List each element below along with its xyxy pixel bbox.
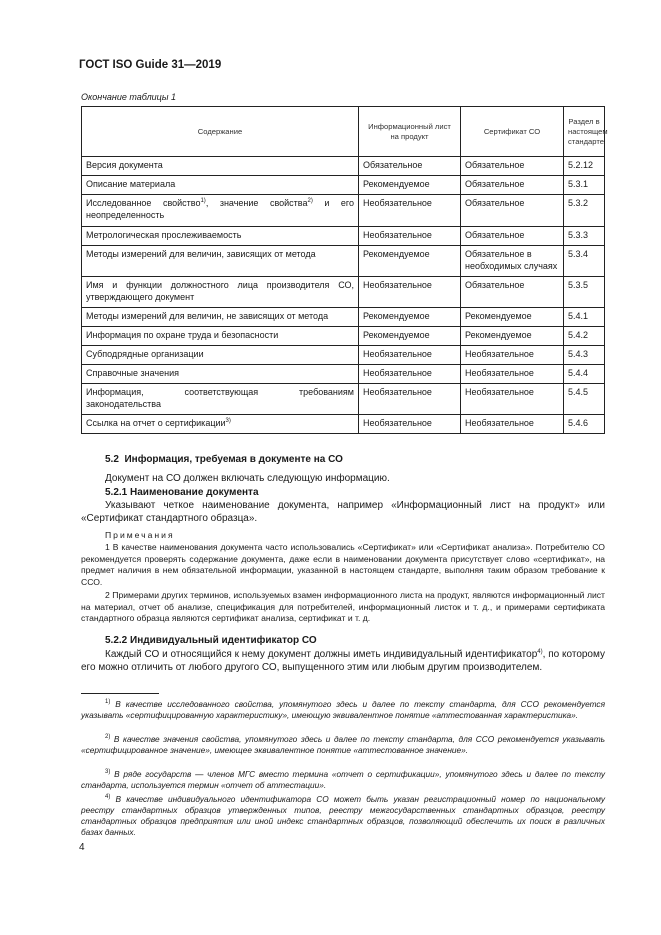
cell-section: 5.3.5 bbox=[564, 277, 605, 308]
cell-certificate: Обязательное bbox=[461, 157, 564, 176]
table-row bbox=[82, 415, 605, 434]
cell-certificate: Необязательное bbox=[461, 365, 564, 384]
table-row bbox=[82, 246, 605, 277]
table-row bbox=[82, 227, 605, 246]
note-2: 2 Примерами других терминов, используемых взамен информационного листа на продукт, являются информационный лист на материал, отчет об анализе, спецификация для потребителей, информационный листок и т. д., и примерами сертификата стандартного образца являются сертификат анализа, сертификат и т. д. bbox=[81, 590, 605, 623]
cell-content: Справочные значения bbox=[82, 365, 359, 384]
cell-section: 5.4.2 bbox=[564, 327, 605, 346]
cell-content bbox=[82, 195, 359, 227]
cell-info-sheet: Необязательное bbox=[359, 415, 461, 434]
cell-section: 5.4.4 bbox=[564, 365, 605, 384]
cell-text: , значение свойства bbox=[205, 198, 308, 208]
cell-info-sheet: Необязательное bbox=[359, 227, 461, 246]
cell-section: 5.4.6 bbox=[564, 415, 605, 434]
table-header-row bbox=[82, 107, 605, 157]
cell-section: 5.3.3 bbox=[564, 227, 605, 246]
table-row bbox=[82, 365, 605, 384]
cell-info-sheet: Рекомендуемое bbox=[359, 308, 461, 327]
cell-info-sheet: Необязательное bbox=[359, 346, 461, 365]
cell-certificate: Необязательное bbox=[461, 384, 564, 415]
section-heading-5-2 bbox=[105, 453, 343, 466]
cell-certificate: Обязательное в необходимых случаях bbox=[461, 246, 564, 277]
notes-label: Примечания bbox=[105, 530, 175, 540]
cell-info-sheet: Необязательное bbox=[359, 384, 461, 415]
footnote-1 bbox=[81, 699, 605, 721]
footnote-ref: 3) bbox=[225, 418, 231, 424]
table-row bbox=[82, 176, 605, 195]
paragraph-text: Каждый СО и относящийся к нему документ должны иметь индивидуальный идентификатор bbox=[105, 649, 538, 660]
paragraph-text: , по которому его можно отличить от любого другого СО, выпущенного этим или любым другим производителем. bbox=[81, 649, 605, 673]
cell-section: 5.4.5 bbox=[564, 384, 605, 415]
table-caption: Окончание таблицы 1 bbox=[81, 92, 176, 102]
footnote-mark: 4) bbox=[105, 794, 111, 800]
footnote-separator bbox=[81, 693, 159, 694]
cell-content: Версия документа bbox=[82, 157, 359, 176]
cell-certificate: Необязательное bbox=[461, 415, 564, 434]
footnote-ref: 1) bbox=[200, 198, 206, 204]
cell-text: и его неопределенность bbox=[86, 198, 354, 220]
footnote-2 bbox=[81, 734, 605, 756]
cell-certificate: Необязательное bbox=[461, 346, 564, 365]
cell-section: 5.4.1 bbox=[564, 308, 605, 327]
cell-content: Описание материала bbox=[82, 176, 359, 195]
table-row bbox=[82, 346, 605, 365]
footnote-ref: 2) bbox=[307, 198, 313, 204]
cell-info-sheet: Необязательное bbox=[359, 195, 461, 227]
column-header: Сертификат СО bbox=[461, 107, 564, 157]
cell-info-sheet: Рекомендуемое bbox=[359, 327, 461, 346]
cell-section: 5.3.4 bbox=[564, 246, 605, 277]
table-row bbox=[82, 157, 605, 176]
note-1: 1 В качестве наименования документа часто использовались «Сертификат» или «Сертификат анализа». Потребителю СО рекомендуется проверять содержание документа, даже если в наименовании документа присутствует слово «сертификат», на предмет наличия в нем обязательной информации, указанной в настоящем стандарте, выполняя таким образом требование к ССО. bbox=[81, 542, 605, 587]
cell-certificate: Обязательное bbox=[461, 227, 564, 246]
cell-content: Информация, соответствующая требованиям законодательства bbox=[82, 384, 359, 415]
cell-info-sheet: Рекомендуемое bbox=[359, 176, 461, 195]
table-row bbox=[82, 308, 605, 327]
cell-info-sheet: Необязательное bbox=[359, 365, 461, 384]
cell-certificate: Обязательное bbox=[461, 277, 564, 308]
table-row bbox=[82, 327, 605, 346]
cell-section: 5.4.3 bbox=[564, 346, 605, 365]
footnote-3 bbox=[81, 769, 605, 791]
document-header: ГОСТ ISO Guide 31—2019 bbox=[79, 59, 222, 71]
cell-section: 5.3.2 bbox=[564, 195, 605, 227]
cell-content: Методы измерений для величин, не зависящих от метода bbox=[82, 308, 359, 327]
table-row bbox=[82, 195, 605, 227]
cell-text: Исследованное свойство bbox=[86, 198, 201, 208]
footnote-text: В ряде государств — членов МГС вместо термина «отчет о сертификации», упомянутого здесь и далее по тексту стандарта, используется термин «отчет об аттестации». bbox=[81, 769, 605, 790]
footnote-text: В качестве исследованного свойства, упомянутого здесь и далее по тексту стандарта, для ССО рекомендуется указывать «сертифицированную характеристику», имеющую эквивалентное понятие «аттестованная характеристика». bbox=[81, 699, 606, 720]
cell-content: Субподрядные организации bbox=[82, 346, 359, 365]
cell-certificate: Обязательное bbox=[461, 195, 564, 227]
table-row bbox=[82, 384, 605, 415]
cell-content bbox=[82, 415, 359, 434]
column-header: Информационный лист на продукт bbox=[359, 107, 461, 157]
footnote-mark: 3) bbox=[105, 769, 111, 775]
cell-section: 5.3.1 bbox=[564, 176, 605, 195]
cell-content: Имя и функции должностного лица производителя СО, утверждающего документ bbox=[82, 277, 359, 308]
page-number: 4 bbox=[79, 842, 85, 853]
footnote-text: В качестве индивидуального идентификатора СО может быть указан регистрационный номер по национальному реестру стандартных образцов утвержденных типов, реестру межгосударственных стандартных образцов, реестру стандартных образцов предприятия или иной индекс стандартных образцов, позволяющий обеспечить их поиск в различных базах данных. bbox=[81, 794, 605, 837]
cell-content: Информация по охране труда и безопасности bbox=[82, 327, 359, 346]
cell-text: Ссылка на отчет о сертификации bbox=[86, 418, 226, 428]
section-title: Информация, требуемая в документе на СО bbox=[124, 454, 343, 465]
table-row bbox=[82, 277, 605, 308]
column-header: Раздел в настоящем стандарте bbox=[564, 107, 605, 157]
subsection-heading-5-2-1: 5.2.1 Наименование документа bbox=[105, 487, 259, 498]
cell-content: Метрологическая прослеживаемость bbox=[82, 227, 359, 246]
section-intro: Документ на СО должен включать следующую информацию. bbox=[105, 473, 390, 484]
footnote-text: В качестве значения свойства, упомянутого здесь и далее по тексту стандарта, для ССО рекомендуется указывать «сертифицированное значение», имеющее эквивалентное понятие «аттестованное значение». bbox=[81, 734, 605, 755]
subsection-5-2-2-text bbox=[81, 648, 605, 674]
column-header: Содержание bbox=[82, 107, 359, 157]
cell-content: Методы измерений для величин, зависящих от метода bbox=[82, 246, 359, 277]
cell-certificate: Рекомендуемое bbox=[461, 327, 564, 346]
cell-info-sheet: Необязательное bbox=[359, 277, 461, 308]
subsection-heading-5-2-2: 5.2.2 Индивидуальный идентификатор СО bbox=[105, 635, 317, 646]
footnote-ref: 4) bbox=[537, 649, 543, 655]
footnote-4 bbox=[81, 794, 605, 838]
cell-info-sheet: Рекомендуемое bbox=[359, 246, 461, 277]
section-number: 5.2 bbox=[105, 454, 119, 465]
subsection-5-2-1-text: Указывают четкое наименование документа, например «Информационный лист на продукт» или «Сертификат стандартного образца». bbox=[81, 500, 605, 524]
cell-section: 5.2.12 bbox=[564, 157, 605, 176]
requirements-table bbox=[81, 106, 608, 434]
cell-certificate: Рекомендуемое bbox=[461, 308, 564, 327]
footnote-mark: 1) bbox=[105, 699, 111, 705]
cell-info-sheet: Обязательное bbox=[359, 157, 461, 176]
cell-certificate: Обязательное bbox=[461, 176, 564, 195]
footnote-mark: 2) bbox=[105, 734, 111, 740]
